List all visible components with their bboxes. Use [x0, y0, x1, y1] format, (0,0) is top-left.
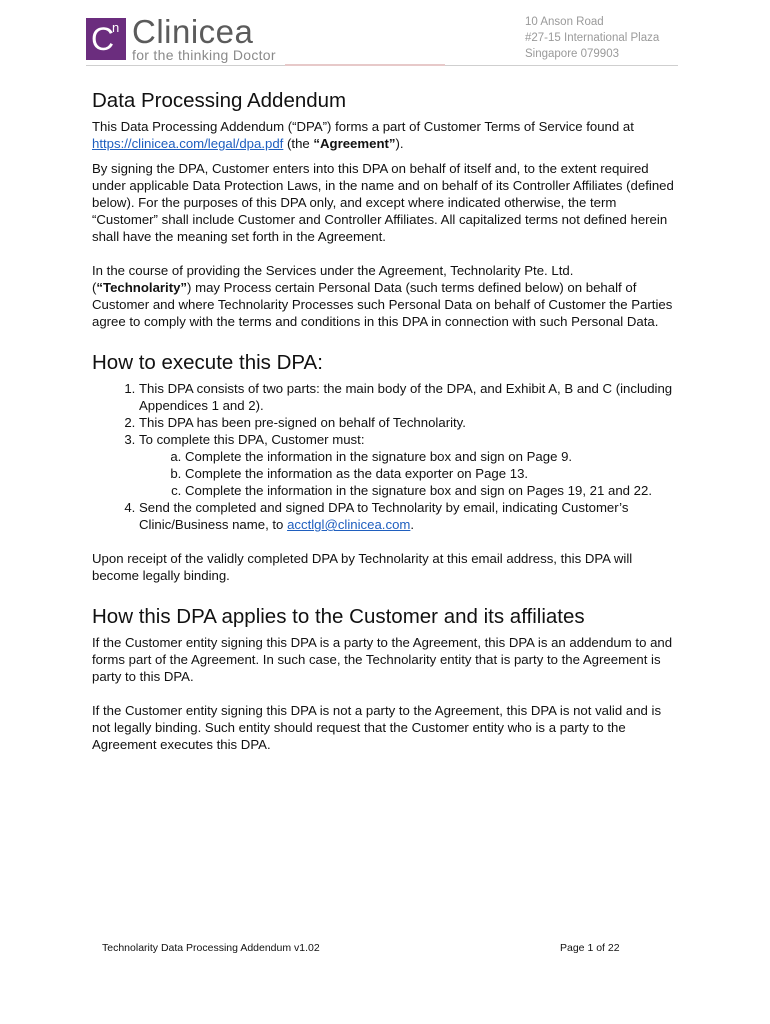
signing-paragraph: By signing the DPA, Customer enters into this DPA on behalf of itself and, to the extent required under applicable Data Protection Laws, in the name and on behalf of its Controller Affiliates (defined below). For the purposes of this DPA only, and except where indicated otherwise, the term “Customer” shall include Customer and Controller Affiliates. All capitalized terms not defined herein shall have the meaning set forth in the Agreement. [92, 161, 674, 244]
document-body [92, 88, 682, 753]
address-line: Singapore 079903 [525, 48, 619, 60]
intro-text-between: (the [283, 136, 314, 151]
list-item [139, 431, 682, 499]
execute-steps [92, 380, 682, 533]
technolarity-term: “Technolarity” [96, 280, 188, 295]
list-item-text: Send the completed and signed DPA to Technolarity by email, indicating Customer’s Clinic/Business name, to [139, 500, 629, 532]
intro-text-end: ). [395, 136, 404, 151]
services-line: Customer and where Technolarity Processes such Personal Data on behalf of Customer the Parties agree to comply with the terms and conditions in this DPA in connection with such Personal Data. [92, 297, 673, 329]
list-item: 2. This DPA has been pre-signed on behalf of Technolarity. [139, 414, 682, 431]
binding-paragraph: Upon receipt of the validly completed DPA by Technolarity at this email address, this DPA will become legally binding. [92, 551, 633, 583]
dpa-link[interactable]: https://clinicea.com/legal/dpa.pdf [92, 136, 284, 151]
sub-list-item: c. Complete the information in the signature box and sign on Pages 19, 21 and 22. [185, 482, 682, 499]
execute-substeps [139, 448, 682, 499]
logo-letter: C [91, 21, 115, 57]
logo-mark [86, 18, 126, 60]
list-item-end: . [410, 517, 415, 532]
sub-list-item: a. Complete the information in the signature box and sign on Page 9. [185, 448, 682, 465]
sub-list-item: b. Complete the information as the data exporter on Page 13. [185, 465, 682, 482]
footer-document-name: Technolarity Data Processing Addendum v1.02 [102, 942, 320, 954]
services-open: ( [92, 280, 97, 295]
address-line: 10 Anson Road [525, 16, 604, 28]
intro-text: This Data Processing Addendum (“DPA”) forms a part of Customer Terms of Service found at [92, 119, 634, 134]
email-link[interactable]: acctlgl@clinicea.com [287, 517, 411, 532]
services-paragraph [92, 262, 682, 330]
document-title: Data Processing Addendum [92, 89, 347, 112]
services-line: In the course of providing the Services under the Agreement, Technolarity Pte. Ltd. [92, 263, 574, 278]
list-item: 1. This DPA consists of two parts: the main body of the DPA, and Exhibit A, B and C (including Appendices 1 and 2). [139, 380, 682, 414]
agreement-term: “Agreement” [313, 136, 396, 151]
applies-paragraph-nonparty: If the Customer entity signing this DPA is not a party to the Agreement, this DPA is not valid and is not legally binding. Such entity should request that the Customer entity who is a party to the Agreement executes this DPA. [92, 703, 662, 752]
applies-paragraph-party: If the Customer entity signing this DPA is a party to the Agreement, this DPA is an addendum to and forms part of the Agreement. In such case, the Technolarity entity that is party to the Agreement is party to this DPA. [92, 635, 673, 684]
intro-paragraph [92, 118, 682, 152]
page-number: Page 1 of 22 [560, 942, 620, 954]
brand-name: Clinicea [132, 13, 254, 50]
list-item [139, 499, 682, 533]
address-line: #27-15 International Plaza [525, 32, 660, 44]
company-address [525, 14, 659, 62]
brand-tagline: for the thinking Doctor [132, 47, 276, 63]
services-rest: ) may Process certain Personal Data (such terms defined below) on behalf of [187, 280, 637, 295]
applies-heading: How this DPA applies to the Customer and its affiliates [92, 605, 585, 628]
logo-superscript: n [112, 20, 120, 35]
header-divider-accent [285, 64, 445, 66]
list-item-text: To complete this DPA, Customer must: [139, 432, 365, 447]
execute-heading: How to execute this DPA: [92, 351, 323, 374]
